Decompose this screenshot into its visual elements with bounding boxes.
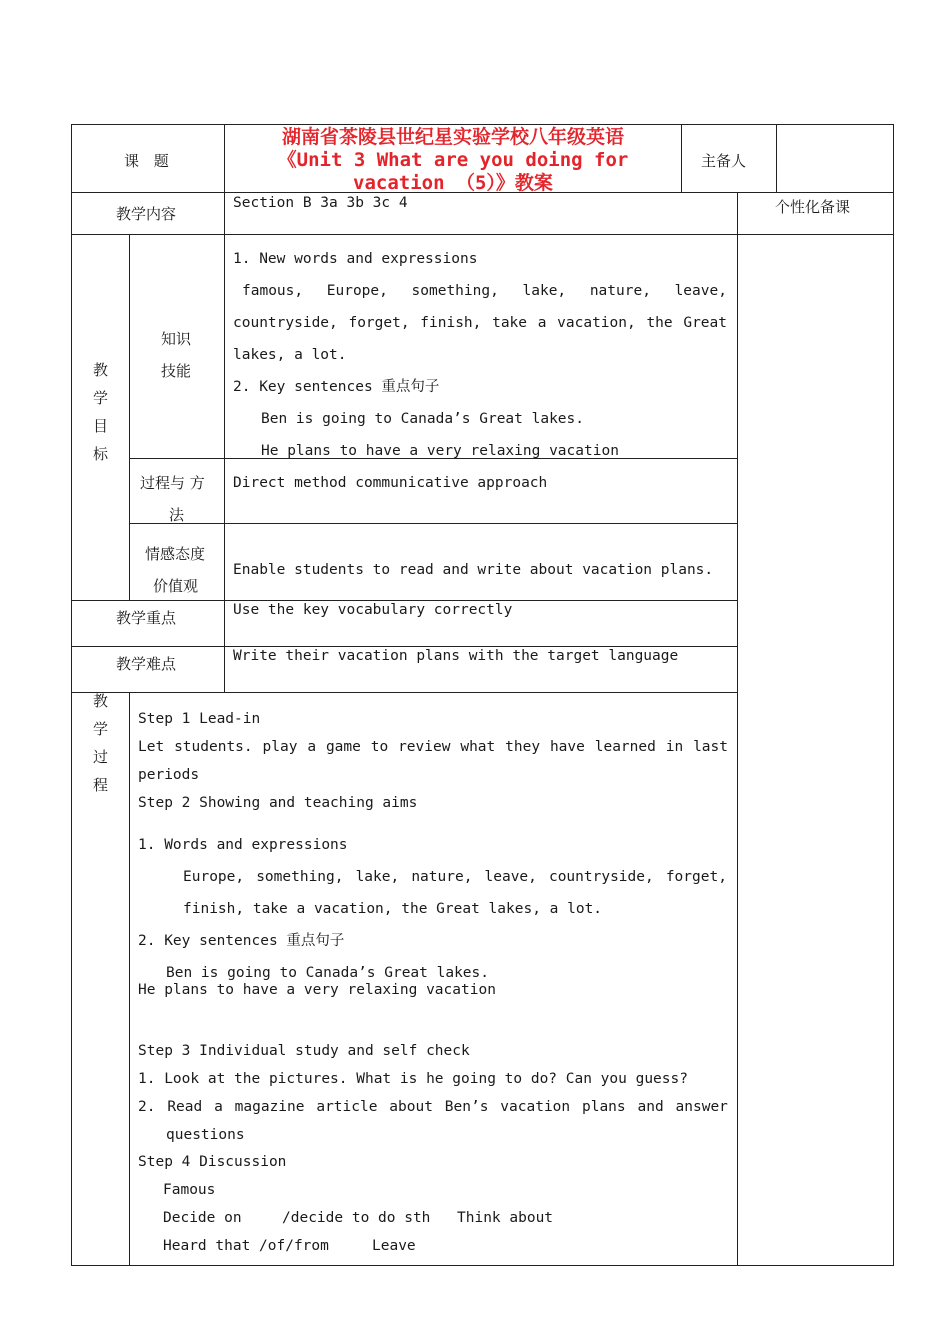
- row-divider-process: [129, 523, 737, 524]
- word: Europe,: [326, 283, 388, 299]
- word: to: [370, 739, 389, 755]
- word: have: [549, 739, 585, 755]
- word: article: [316, 1099, 378, 1115]
- word: famous,: [242, 283, 304, 299]
- knowledge-item-2: 2. Key sentences 重点句子: [233, 379, 440, 395]
- step-1-line-1: [138, 738, 728, 756]
- step-2-item-1: 1. Words and expressions: [138, 837, 348, 853]
- word: magazine: [234, 1099, 305, 1115]
- document-title: [226, 126, 680, 195]
- word: nature,: [589, 283, 651, 299]
- col-divider-personal: [737, 192, 738, 1266]
- objectives-label-2: 学: [93, 389, 109, 407]
- word: leave,: [674, 283, 727, 299]
- word: nature,: [411, 869, 473, 885]
- step-3-heading: Step 3 Individual study and self check: [138, 1043, 470, 1059]
- step-4-line-2c: Think about: [457, 1210, 554, 1226]
- word: leave,: [484, 869, 537, 885]
- word: a: [214, 1099, 223, 1115]
- knowledge-sentence-2: He plans to have a very relaxing vacation: [261, 443, 619, 459]
- knowledge-label-2: 技能: [161, 362, 192, 380]
- word: something,: [411, 283, 499, 299]
- step-2-words-line-1: [183, 868, 727, 886]
- word: Let: [138, 739, 165, 755]
- col-divider-preparer-right: [776, 124, 777, 193]
- word: and: [637, 1099, 664, 1115]
- knowledge-sentence-1: Ben is going to Canada’s Great lakes.: [261, 411, 585, 427]
- step-2-sentence-2: He plans to have a very relaxing vacation: [138, 982, 496, 998]
- table-bottom-border: [71, 1265, 894, 1266]
- step-4-line-2a: Decide on: [163, 1210, 242, 1226]
- knowledge-item-1: 1. New words and expressions: [233, 251, 478, 267]
- word: what: [460, 739, 496, 755]
- word: they: [505, 739, 541, 755]
- word: lake,: [522, 283, 567, 299]
- step-2-words-line-2: finish, take a vacation, the Great lakes, a lot.: [183, 901, 603, 917]
- attitude-value: Enable students to read and write about vacation plans.: [233, 562, 714, 578]
- content-label: 教学内容: [116, 205, 177, 223]
- word: take: [492, 315, 528, 331]
- step-4-line-2b: /decide to do sth: [282, 1210, 431, 1226]
- word: learned: [594, 739, 656, 755]
- process-label-1: 教: [93, 692, 109, 710]
- process-label-2: 学: [93, 720, 109, 738]
- attitude-label-2: 价值观: [153, 577, 199, 595]
- difficulties-label: 教学难点: [116, 655, 177, 673]
- content-value: Section B 3a 3b 3c 4: [233, 195, 408, 211]
- step-2-item-2: 2. Key sentences 重点句子: [138, 933, 345, 949]
- col-divider-label: [224, 124, 225, 693]
- step-4-heading: Step 4 Discussion: [138, 1154, 287, 1170]
- personal-label: 个性化备课: [775, 198, 851, 216]
- process-method-label-2: 法: [169, 506, 185, 524]
- objectives-label-3: 目: [93, 417, 109, 435]
- word: play: [262, 739, 298, 755]
- row-divider-content: [71, 234, 894, 235]
- step-4-line-3b: Leave: [372, 1238, 416, 1254]
- knowledge-words-line-1: [242, 282, 727, 300]
- word: students.: [174, 739, 253, 755]
- title-line-1: 湖南省茶陵县世纪星实验学校八年级英语: [281, 126, 624, 148]
- process-label-4: 程: [93, 776, 109, 794]
- word: countryside,: [233, 315, 338, 331]
- title-line-3: vacation （5）》教案: [353, 172, 553, 194]
- word: something,: [256, 869, 344, 885]
- word: a: [307, 739, 317, 755]
- col-divider-preparer-left: [681, 124, 682, 193]
- knowledge-label-1: 知识: [161, 330, 192, 348]
- word: Read: [167, 1099, 203, 1115]
- title-line-2: 《Unit 3 What are you doing for: [277, 149, 629, 171]
- process-method-label-1: 过程与 方: [140, 474, 205, 492]
- process-method-value: Direct method communicative approach: [233, 475, 548, 491]
- step-2-sentence-1: Ben is going to Canada’s Great lakes.: [166, 965, 490, 981]
- word: vacation: [500, 1099, 571, 1115]
- word: forget,: [348, 315, 410, 331]
- knowledge-words-line-2: [233, 314, 727, 332]
- word: 2.: [138, 1099, 156, 1115]
- difficulties-value: Write their vacation plans with the target language: [233, 648, 679, 664]
- word: the: [646, 315, 673, 331]
- word: vacation,: [557, 315, 636, 331]
- step-4-line-1: Famous: [163, 1182, 216, 1198]
- step-1-line-2: periods: [138, 767, 200, 783]
- objectives-label-4: 标: [93, 445, 109, 463]
- table-right-border: [893, 124, 894, 1266]
- preparer-label: 主备人: [701, 152, 747, 170]
- objectives-label-1: 教: [93, 361, 109, 379]
- topic-label: 课 题: [124, 152, 169, 170]
- step-3-item-1: 1. Look at the pictures. What is he going to do? Can you guess?: [138, 1071, 688, 1087]
- word: a: [537, 315, 547, 331]
- col-divider-sublabel: [129, 234, 130, 601]
- key-points-label: 教学重点: [116, 609, 177, 627]
- attitude-label-1: 情感态度: [145, 545, 206, 563]
- knowledge-words-line-3: lakes, a lot.: [233, 347, 347, 363]
- table-left-border: [71, 124, 72, 1266]
- word: about: [389, 1099, 433, 1115]
- row-divider-difficulties: [71, 692, 737, 693]
- key-points-value: Use the key vocabulary correctly: [233, 602, 513, 618]
- word: countryside,: [548, 869, 654, 885]
- word: lake,: [355, 869, 400, 885]
- word: Ben’s: [444, 1099, 489, 1115]
- word: forget,: [665, 869, 727, 885]
- step-3-item-2: [138, 1098, 728, 1116]
- word: in: [665, 739, 684, 755]
- word: finish,: [420, 315, 482, 331]
- word: game: [325, 739, 361, 755]
- process-label-3: 过: [93, 748, 109, 766]
- step-1-heading: Step 1 Lead-in: [138, 711, 261, 727]
- col-divider-process-label: [129, 692, 130, 1266]
- step-4-line-3a: Heard that /of/from: [163, 1238, 329, 1254]
- word: Europe,: [183, 869, 245, 885]
- table-top-border: [71, 124, 894, 125]
- word: last: [693, 739, 728, 755]
- step-3-item-2-line-2: questions: [166, 1127, 245, 1143]
- word: answer: [675, 1099, 728, 1115]
- word: plans: [581, 1099, 626, 1115]
- word: review: [398, 739, 451, 755]
- word: Great: [683, 315, 727, 331]
- step-2-heading: Step 2 Showing and teaching aims: [138, 795, 418, 811]
